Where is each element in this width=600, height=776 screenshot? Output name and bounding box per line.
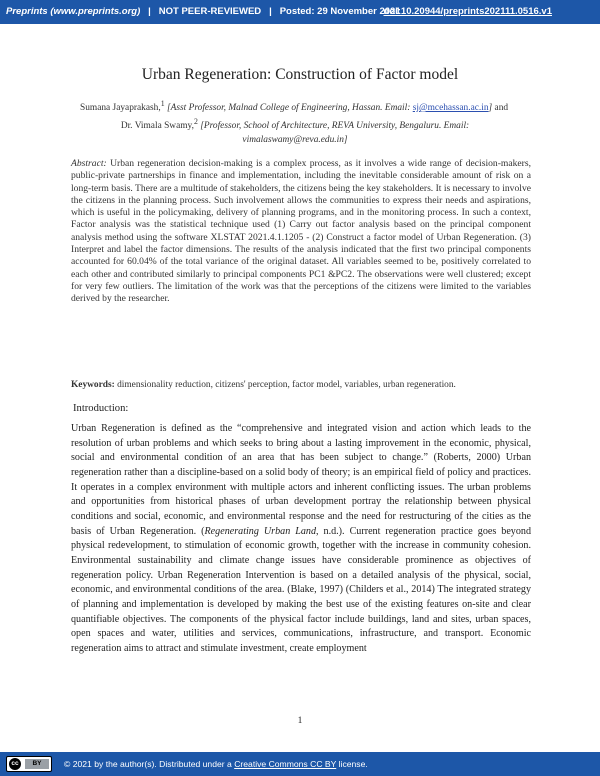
keywords	[71, 380, 531, 390]
introduction-heading: Introduction:	[73, 403, 129, 414]
author-2-affiliation: [Professor, School of Architecture, REVA University, Bengaluru. Email: vimalaswamy@reva.edu.in]	[200, 121, 470, 146]
author-2-sup: 2	[193, 117, 198, 127]
abstract-label: Abstract:	[71, 158, 107, 169]
author-conjunction: and	[494, 103, 509, 114]
posted-date: Posted: 29 November 2021	[279, 6, 401, 17]
intro-text-part-1: Urban Regeneration is defined as the “comprehensive and integrated vision and action which leads to the resolution of urban problems and which seeks to bring about a lasting improvement in the economic, physical, social and environmental condition of an area that has been subject to change.” (Roberts, 2000) Urban regeneration rather than a discipline-based on a solid body of theory; is an empirical field of policy and practices. It operates in a complex environment with multiple actors and inherent conflicting issues. The urban problems and opportunities from historical phases of urban development portray the relationship between physical conditions and social, economic, and environmental response and the need for restructuring of the cities as the basis of Urban Regeneration. (	[71, 423, 531, 537]
doi-link[interactable]: doi:10.20944/preprints202111.0516.v1	[383, 6, 552, 17]
author-1-name: Sumana Jayaprakash,	[80, 103, 161, 114]
paper-title: Urban Regeneration: Construction of Factor model	[141, 66, 459, 83]
author-1-affiliation: [Asst Professor, Malnad College of Engineering, Hassan. Email:	[166, 103, 413, 114]
author-1-email-link[interactable]: sj@mcehassan.ac.in	[412, 103, 489, 114]
preprints-brand-link[interactable]: Preprints (www.preprints.org)	[6, 6, 141, 17]
abstract-text: Urban regeneration decision-making is a complex process, as it involves a wide range of decision-makers, public-private partnerships in finance and implementation, including the inevitable considerable amount of risk on a long-term basis. There are a multitude of stakeholders, the citizens being the key stakeholders. It is necessary to involve the citizens in the planning process. Such involvement allows the communities to express their needs and aspirations, which is useful in the policymaking, delivery of planning programs, and in the monitoring process. In such a context, Factor analysis was the statistical technique used (1) Carry out factor analysis based on the principal component analysis method using the software XLSTAT 2021.4.1.1205 - (2) Construct a factor model of Urban Regeneration. (3) Interpret and label the factor dimensions. The results of the analysis indicated that the first two principal components accounted for 60.04% of the total variance of the original dataset. All variables seemed to be, positively correlated to each other and contributed similarly to principal components PC1 &PC2. The observations were well clustered; except for very few outliers. The limitation of the work was that the perceptions of the citizens were limited to the variables derived by the researcher.	[71, 158, 531, 305]
author-2	[80, 115, 530, 147]
header-left	[6, 6, 401, 17]
creative-commons-icon: cc	[9, 758, 21, 770]
keywords-label: Keywords:	[71, 380, 115, 390]
license-link[interactable]: Creative Commons CC BY	[234, 759, 337, 769]
author-1-affil-close: ]	[488, 103, 493, 114]
header-separator: |	[269, 6, 272, 17]
peer-review-status: NOT PEER-REVIEWED	[158, 6, 262, 17]
copyright-prefix: © 2021 by the author(s). Distributed under a	[64, 759, 235, 769]
introduction-paragraph	[71, 422, 531, 657]
preprint-header-bar	[0, 0, 600, 24]
author-1-sup: 1	[160, 99, 165, 108]
cc-by-badge[interactable]	[6, 756, 52, 772]
author-1	[80, 97, 530, 115]
intro-citation-italic: Regenerating Urban Land	[204, 525, 317, 537]
license-text	[64, 759, 368, 769]
abstract	[71, 158, 531, 306]
license-footer-bar	[0, 752, 600, 776]
license-suffix: license.	[336, 759, 368, 769]
header-separator: |	[148, 6, 151, 17]
author-block	[80, 97, 530, 147]
keywords-text: dimensionality reduction, citizens' perception, factor model, variables, urban regeneration.	[117, 380, 456, 390]
attribution-by-icon: BY	[25, 759, 49, 769]
author-2-name: Dr. Vimala Swamy,	[120, 121, 194, 132]
intro-text-part-2: , n.d.). Current regeneration practice goes beyond physical redevelopment, to stimulation of economic growth, together with the increase in community cohesion. Environmental sustainability and climate change issues have considerable prominence as objectives of regeneration policy. Urban Regeneration Intervention is based on a detailed analysis of the physical, social, economic, and environmental conditions of the area. (Blake, 1997) (Childers et al., 2014) The integrated strategy of planning and implementation is developed by making the best use of the existing features on-site and clear quantifiable objectives. The components of the physical factor include buildings, land and sites, urban spaces, open spaces and water, utilities and services, communications, infrastructure, and transport. Economic regeneration aims to attract and stimulate investment, create employment	[71, 525, 531, 654]
page-number: 1	[297, 716, 303, 726]
